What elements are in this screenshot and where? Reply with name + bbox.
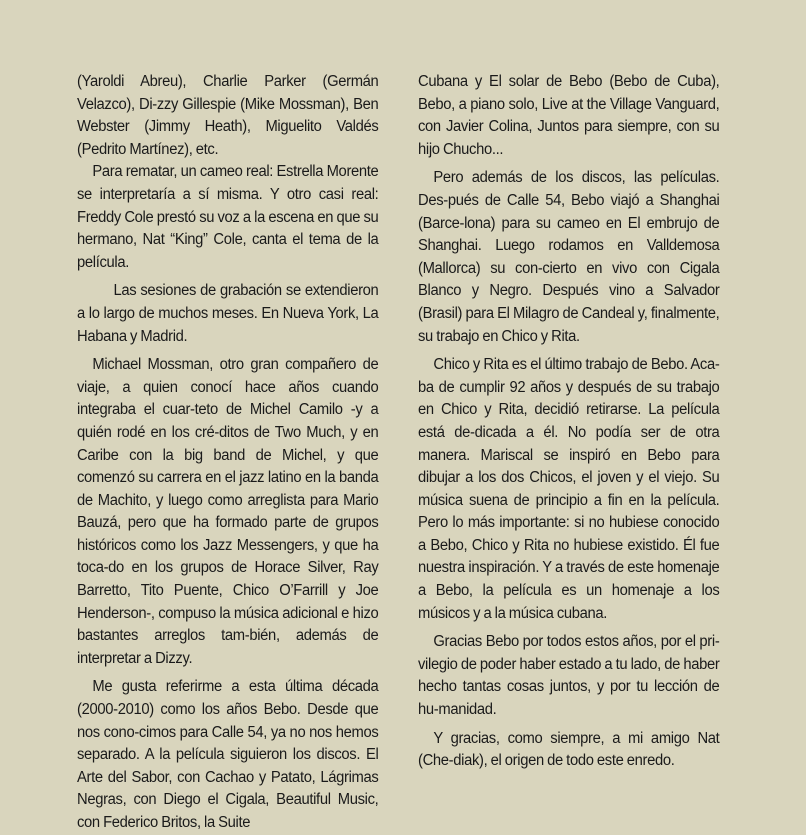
- paragraph-thanks-nat: Y gracias, como siempre, a mi amigo Nat (Che-diak), el origen de todo este enredo.: [418, 729, 720, 770]
- left-text-column: [77, 71, 378, 835]
- paragraph-thanks-bebo: Gracias Bebo por todos estos años, por el pri-vilegio de poder haber estado a tu lado, de haber hecho tantas cosas juntos, y por tu lección de hu-manidad.: [418, 633, 720, 719]
- paragraph-bebo-decade: Me gusta referirme a esta última década (2000-2010) como los años Bebo. Desde que nos cono-cimos para Calle 54, ya no nos hemos separado. A la película siguieron los discos. El Arte del Sabor, con Cachao y Patato, Lágrimas Negras, con Diego el Cigala, Beautiful Music, con Federico Britos, la Suite: [77, 678, 379, 831]
- paragraph-films: Pero además de los discos, las películas. Des-pués de Calle 54, Bebo viajó a Shanghai (Barce-lona) para su cameo en El embrujo de Shanghai. Luego rodamos en Valldemosa (Mallorca) su con-cierto en vivo con Cigala Blanco y Negro. Después vino a Salvador (Brasil) para El Milagro de Candeal y, finalmente, su trabajo en Chico y Rita.: [418, 169, 720, 345]
- paragraph-michael-mossman: Michael Mossman, otro gran compañero de viaje, a quien conocí hace años cuando integraba el cuar-teto de Michel Camilo -y a quién rodé en los cré-ditos de Two Much, y en Caribe con la big band de Michel, y que comenzó su carrera en el jazz latino en la banda de Machito, y luego como arreglista para Mario Bauzá, pero que ha formado parte de grupos históricos como los Jazz Messengers, y que ha toca-do en los grupos de Horace Silver, Ray Barretto, Tito Puente, Chico O’Farrill y Joe Henderson-, compuso la música adicional e hizo bastantes arreglos tam-bién, además de interpretar a Dizzy.: [77, 356, 379, 667]
- paragraph-cameo: Para rematar, un cameo real: Estrella Morente se interpretaría a sí misma. Y otro casi real: Freddy Cole prestó su voz a la escena en que su hermano, Nat “King” Cole, canta el tema de la película.: [77, 163, 379, 271]
- right-text-column: [418, 71, 719, 773]
- paragraph-credits-continued: (Yaroldi Abreu), Charlie Parker (Germán Velazco), Di-zzy Gillespie (Mike Mossman), Ben Webster (Jimmy Heath), Miguelito Valdés (Pedrito Martínez), etc.: [77, 73, 379, 158]
- paragraph-discs-continued: Cubana y El solar de Bebo (Bebo de Cuba), Bebo, a piano solo, Live at the Village Vanguard, con Javier Colina, Juntos para siempre, con su hijo Chucho...: [418, 73, 720, 158]
- paragraph-chico-y-rita: Chico y Rita es el último trabajo de Bebo. Aca-ba de cumplir 92 años y después de su trabajo en Chico y Rita, decidió retirarse. La película está de-dicada a él. No podía ser de otra manera. Mariscal se inspiró en Bebo para dibujar a los dos Chicos, el joven y el viejo. Su música suena de principio a fin en la película. Pero lo más importante: si no hubiese conocido a Bebo, Chico y Rita no hubiese existido. Él fue nuestra inspiración. Y a través de este homenaje a Bebo, la película es un homenaje a los músicos y a la música cubana.: [418, 356, 720, 622]
- paragraph-recording-sessions: Las sesiones de grabación se extendieron a lo largo de muchos meses. En Nueva York, La Habana y Madrid.: [77, 282, 379, 345]
